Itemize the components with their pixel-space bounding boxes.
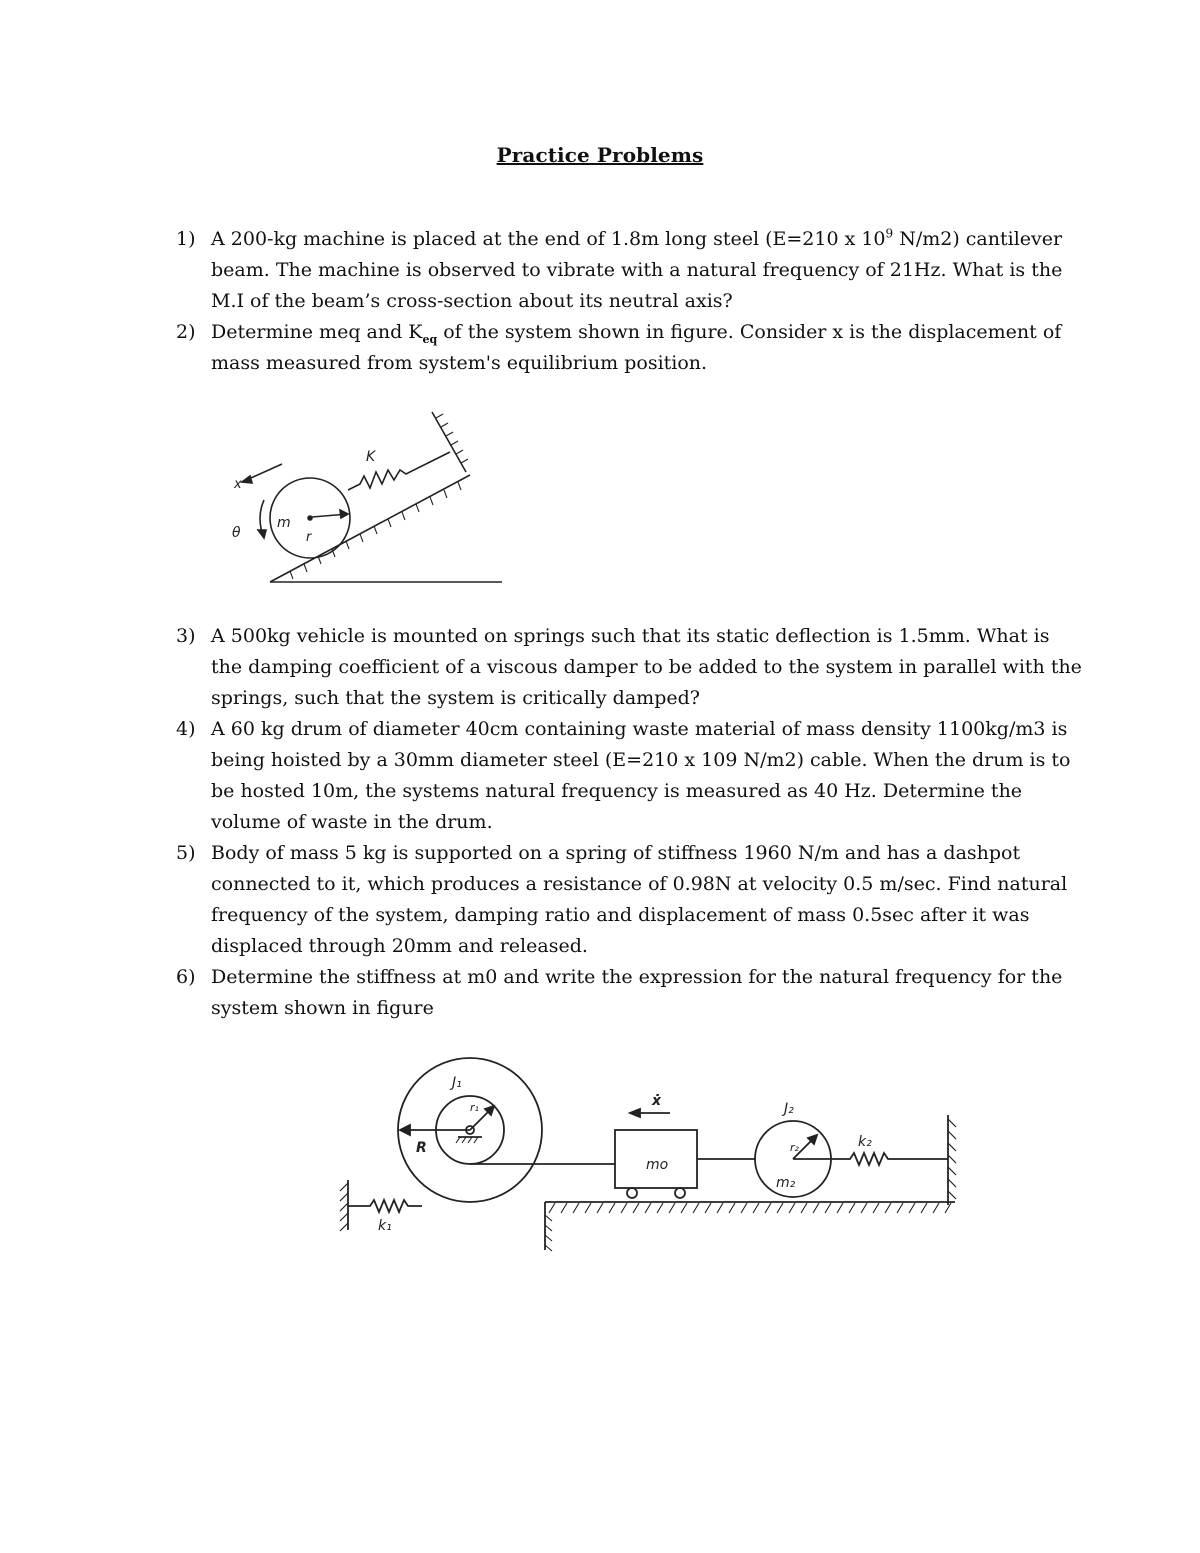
problem-line: the damping coefficient of a viscous damper to be added to the system in parallel with the xyxy=(211,656,1082,678)
problem-line: be hosted 10m, the systems natural frequency is measured as 40 Hz. Determine the xyxy=(211,780,1023,802)
problem-line: M.I of the beam’s cross-section about its neutral axis? xyxy=(211,290,733,312)
problem-number: 3) xyxy=(176,625,196,647)
problem-line: Determine meq and $K_{eq}$ of the system shown in figure. Consider x is the displacement of xyxy=(211,321,1062,346)
problem-4 xyxy=(176,714,1071,838)
problem-line: frequency of the system, damping ratio and displacement of mass 0.5sec after it was xyxy=(211,904,1030,926)
fig2-label-k1: k₁ xyxy=(378,1218,392,1234)
fig2-label-j1: J₁ xyxy=(452,1075,462,1091)
problem-line: springs, such that the system is critically damped? xyxy=(211,687,700,709)
fig2-label-j2: J₂ xyxy=(784,1101,794,1117)
problem-5 xyxy=(176,838,1066,962)
problem-number: 5) xyxy=(176,842,196,864)
page-title: Practice Problems xyxy=(496,143,704,167)
problem-line: mass measured from system's equilibrium position. xyxy=(211,352,708,374)
problem-line: being hoisted by a 30mm diameter steel (E=210 x 109 N/m2) cable. When the drum is to xyxy=(211,749,1071,771)
fig2-label-xdot: ẋ xyxy=(652,1093,662,1109)
fig2-label-r1: r₁ xyxy=(470,1101,479,1114)
fig2-label-m0: mo xyxy=(646,1157,669,1173)
figure-pulley-cart-system xyxy=(330,1045,970,1260)
problem-line: A 200-kg machine is placed at the end of 1.8m long steel (E=210 x $10^9$ N/m2) cantilever xyxy=(211,226,1063,250)
problem-2 xyxy=(176,317,1066,379)
fig2-label-k2: k₂ xyxy=(858,1134,872,1150)
fig1-label-r: r xyxy=(306,530,312,545)
problem-line: displaced through 20mm and released. xyxy=(211,935,588,957)
problem-line: beam. The machine is observed to vibrate with a natural frequency of 21Hz. What is the xyxy=(211,259,1063,281)
problem-line: A 500kg vehicle is mounted on springs such that its static deflection is 1.5mm. What is xyxy=(211,625,1050,647)
problem-line: Body of mass 5 kg is supported on a spring of stiffness 1960 N/m and has a dashpot xyxy=(211,842,1021,864)
fig1-label-x: x xyxy=(234,477,242,492)
figure-rolling-cylinder xyxy=(220,400,520,595)
problem-line: system shown in figure xyxy=(211,997,434,1019)
problem-line: Determine the stiffness at m0 and write the expression for the natural frequency for the xyxy=(211,966,1063,988)
fig2-label-r2: r₂ xyxy=(790,1141,799,1154)
problem-number: 2) xyxy=(176,321,196,343)
problem-line: A 60 kg drum of diameter 40cm containing waste material of mass density 1100kg/m3 is xyxy=(211,718,1068,740)
problem-line: volume of waste in the drum. xyxy=(211,811,493,833)
problem-number: 6) xyxy=(176,966,196,988)
problem-number: 1) xyxy=(176,228,196,250)
problem-number: 4) xyxy=(176,718,196,740)
problem-3 xyxy=(176,621,1082,714)
fig1-label-k: K xyxy=(366,449,376,465)
problem-6 xyxy=(176,962,1066,1024)
fig2-label-m2: m₂ xyxy=(776,1175,796,1191)
problem-1 xyxy=(176,224,1066,317)
problem-line: connected to it, which produces a resistance of 0.98N at velocity 0.5 m/sec. Find natural xyxy=(211,873,1068,895)
fig1-label-theta: θ xyxy=(232,525,241,541)
fig1-label-m: m xyxy=(277,515,291,531)
fig2-label-R: R xyxy=(416,1140,427,1156)
